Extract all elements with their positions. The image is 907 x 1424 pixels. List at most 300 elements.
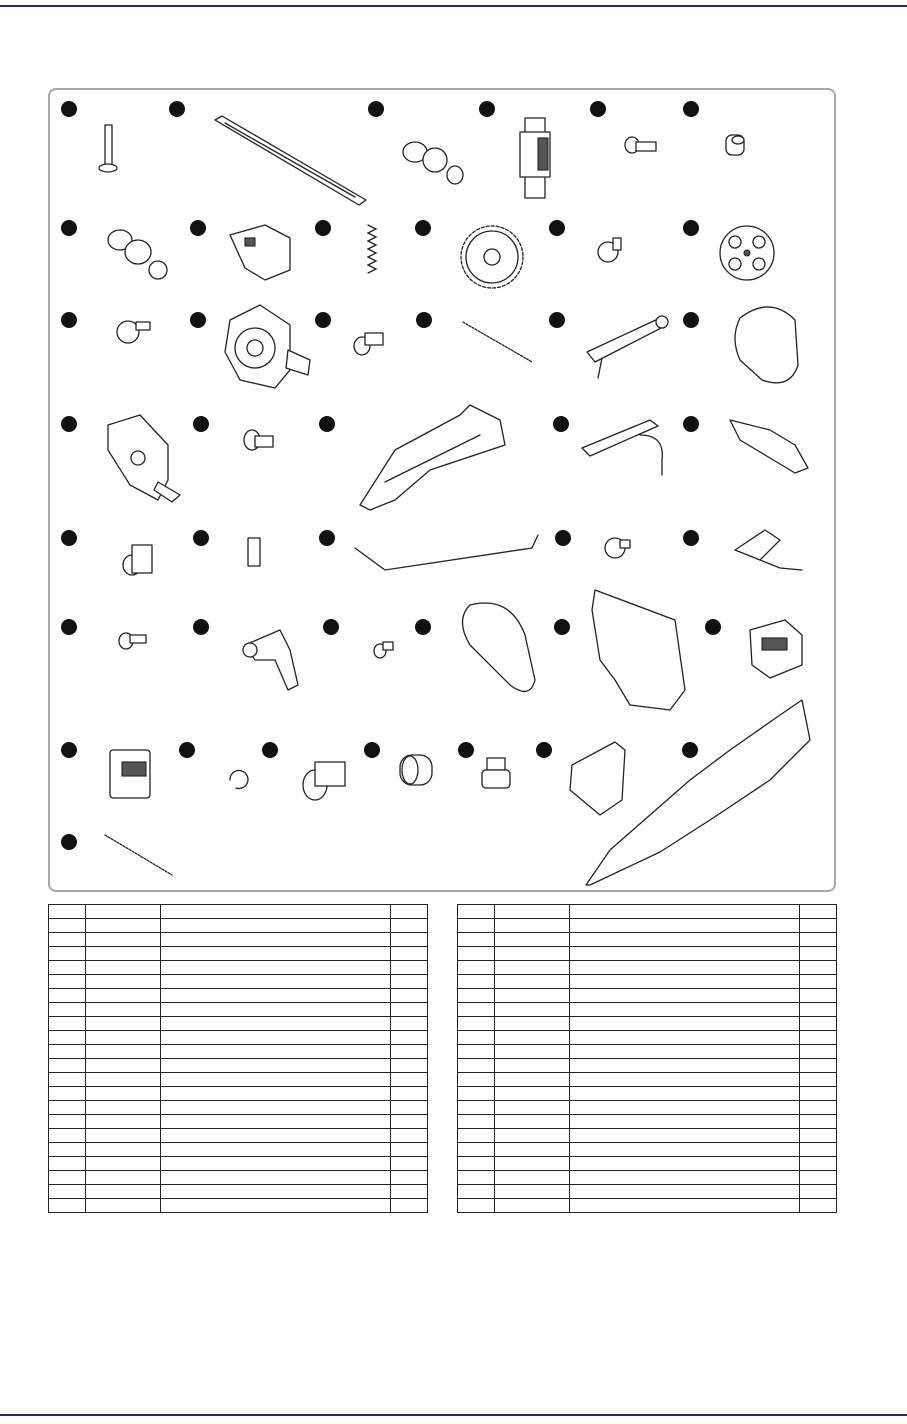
table-cell [49, 1143, 86, 1157]
table-row [458, 1185, 837, 1199]
table-cell [494, 1059, 569, 1073]
table-cell [391, 905, 428, 919]
table-cell [160, 1017, 390, 1031]
callout-marker [193, 416, 209, 432]
table-row [49, 1143, 428, 1157]
table-cell [391, 1031, 428, 1045]
table-row [49, 1185, 428, 1199]
table-cell [49, 1171, 86, 1185]
callout-marker [536, 742, 552, 758]
callout-marker [61, 742, 77, 758]
callout-marker [61, 530, 77, 546]
table-cell [391, 947, 428, 961]
table-cell [49, 1003, 86, 1017]
table-cell [391, 1017, 428, 1031]
table-cell [494, 1017, 569, 1031]
table-cell [391, 961, 428, 975]
table-cell [391, 1087, 428, 1101]
sensor-icon [735, 530, 802, 570]
table-cell [494, 1129, 569, 1143]
table-cell [458, 1003, 495, 1017]
callout-marker [262, 742, 278, 758]
callout-marker [190, 220, 206, 236]
table-row [458, 1073, 837, 1087]
table-cell [391, 1171, 428, 1185]
exploded-parts-panel [48, 88, 836, 892]
callout-marker [683, 312, 699, 328]
callout-marker [415, 220, 431, 236]
table-cell [494, 1087, 569, 1101]
bottom-rule [0, 1414, 907, 1416]
table-cell [494, 1171, 569, 1185]
table-cell [160, 1031, 390, 1045]
table-cell [85, 947, 160, 961]
table-cell [458, 989, 495, 1003]
table-cell [458, 961, 495, 975]
lever-icon [243, 630, 298, 690]
pulley-icon [720, 226, 774, 280]
table-cell [569, 1157, 799, 1171]
table-cell [569, 905, 799, 919]
table-cell [800, 989, 837, 1003]
callout-marker [590, 101, 606, 117]
table-cell [160, 989, 390, 1003]
table-row [458, 1003, 837, 1017]
spring-icon [368, 225, 376, 273]
table-cell [160, 1143, 390, 1157]
table-cell [800, 1087, 837, 1101]
table-cell [569, 1017, 799, 1031]
table-row [49, 1101, 428, 1115]
table-cell [160, 919, 390, 933]
table-row [458, 1199, 837, 1213]
table-cell [49, 975, 86, 989]
table-row [458, 919, 837, 933]
callout-marker [61, 312, 77, 328]
table-cell [569, 1073, 799, 1087]
clip-block-icon [230, 225, 290, 280]
table-cell [160, 1199, 390, 1213]
callout-marker [169, 101, 185, 117]
table-cell [569, 947, 799, 961]
table-cell [49, 1115, 86, 1129]
table-cell [391, 1115, 428, 1129]
table-cell [49, 1129, 86, 1143]
table-cell [569, 1143, 799, 1157]
connector-icon [750, 620, 802, 678]
knob-icon [482, 758, 510, 788]
gear-icon [461, 226, 523, 288]
table-cell [160, 1087, 390, 1101]
table-cell [458, 905, 495, 919]
callout-marker [554, 619, 570, 635]
stud-icon [598, 238, 621, 262]
table-cell [569, 1003, 799, 1017]
sleeve-icon [123, 545, 152, 575]
table-row [49, 1087, 428, 1101]
table-cell [49, 905, 86, 919]
callout-marker [479, 101, 495, 117]
callout-marker [682, 742, 698, 758]
table-cell [85, 989, 160, 1003]
table-cell [391, 1199, 428, 1213]
table-row [458, 1031, 837, 1045]
callout-marker [549, 220, 565, 236]
table-cell [160, 905, 390, 919]
table-row [49, 1031, 428, 1045]
table-row [49, 1073, 428, 1087]
table-cell [160, 1003, 390, 1017]
screw-icon [119, 633, 146, 649]
bushing-icon [726, 135, 744, 155]
table-cell [85, 1059, 160, 1073]
table-cell [569, 1045, 799, 1059]
callout-marker [555, 530, 571, 546]
table-cell [49, 1185, 86, 1199]
table-row [49, 975, 428, 989]
table-cell [494, 947, 569, 961]
table-cell [800, 933, 837, 947]
table-cell [458, 1199, 495, 1213]
connector-icon [110, 750, 150, 798]
table-cell [49, 1073, 86, 1087]
stepped-shaft-icon [108, 230, 167, 279]
callout-marker [319, 416, 335, 432]
callout-marker [193, 619, 209, 635]
table-cell [160, 1101, 390, 1115]
table-cell [458, 1087, 495, 1101]
table-cell [85, 1017, 160, 1031]
table-cell [458, 1171, 495, 1185]
table-cell [49, 1059, 86, 1073]
table-cell [85, 1101, 160, 1115]
table-cell [160, 1185, 390, 1199]
callout-marker [683, 220, 699, 236]
table-cell [49, 1045, 86, 1059]
table-cell [800, 919, 837, 933]
table-row [49, 1199, 428, 1213]
table-cell [494, 905, 569, 919]
callout-marker [315, 312, 331, 328]
table-cell [458, 1157, 495, 1171]
table-cell [569, 1059, 799, 1073]
table-cell [494, 1143, 569, 1157]
table-row [49, 1017, 428, 1031]
table-cell [458, 1101, 495, 1115]
table-cell [800, 1017, 837, 1031]
table-cell [49, 933, 86, 947]
table-cell [391, 1157, 428, 1171]
plate-icon [592, 590, 685, 710]
table-cell [494, 961, 569, 975]
callout-marker [61, 220, 77, 236]
table-row [458, 1171, 837, 1185]
table-cell [160, 1171, 390, 1185]
table-cell [391, 1073, 428, 1087]
table-cell [49, 961, 86, 975]
callout-marker [179, 742, 195, 758]
table-cell [391, 919, 428, 933]
table-cell [85, 1143, 160, 1157]
table-row [458, 975, 837, 989]
table-row [49, 919, 428, 933]
table-cell [569, 1101, 799, 1115]
callout-marker [190, 312, 206, 328]
table-cell [494, 1031, 569, 1045]
table-cell [458, 1143, 495, 1157]
callout-marker [364, 742, 380, 758]
arm-icon [587, 316, 668, 378]
table-cell [458, 1185, 495, 1199]
table-cell [800, 905, 837, 919]
table-row [458, 947, 837, 961]
screw-icon [374, 642, 393, 658]
table-row [458, 1045, 837, 1059]
table-cell [800, 1129, 837, 1143]
table-cell [800, 1003, 837, 1017]
top-rule [0, 5, 907, 7]
table-cell [49, 1157, 86, 1171]
table-row [458, 933, 837, 947]
roller-icon [400, 755, 432, 785]
parts-table-right [457, 904, 837, 1213]
table-cell [569, 919, 799, 933]
table-row [49, 1003, 428, 1017]
table-row [49, 961, 428, 975]
callout-marker [315, 220, 331, 236]
table-cell [391, 1101, 428, 1115]
table-cell [458, 975, 495, 989]
table-row [458, 961, 837, 975]
table-cell [458, 947, 495, 961]
bracket-icon [520, 118, 550, 198]
table-cell [569, 1087, 799, 1101]
table-row [458, 1129, 837, 1143]
table-cell [49, 1101, 86, 1115]
table-cell [494, 1115, 569, 1129]
table-cell [160, 961, 390, 975]
table-row [458, 1017, 837, 1031]
table-cell [85, 1171, 160, 1185]
parts-table-left [48, 904, 428, 1213]
pin-icon [248, 538, 260, 566]
table-cell [800, 1073, 837, 1087]
table-row [49, 1157, 428, 1171]
table-cell [458, 1045, 495, 1059]
table-cell [800, 961, 837, 975]
table-cell [800, 1143, 837, 1157]
table-cell [569, 1185, 799, 1199]
table-cell [85, 1129, 160, 1143]
callout-marker [458, 742, 474, 758]
screw-icon [99, 125, 117, 172]
stepped-shaft-icon [403, 142, 463, 184]
callout-marker [683, 530, 699, 546]
table-cell [49, 1087, 86, 1101]
table-cell [800, 1171, 837, 1185]
table-cell [160, 1129, 390, 1143]
table-cell [800, 947, 837, 961]
table-cell [160, 975, 390, 989]
table-row [458, 989, 837, 1003]
table-row [49, 933, 428, 947]
motor-icon [108, 415, 180, 502]
callout-marker [323, 619, 339, 635]
table-cell [458, 1115, 495, 1129]
table-cell [800, 1101, 837, 1115]
callout-marker [193, 530, 209, 546]
table-cell [391, 1143, 428, 1157]
table-cell [458, 1031, 495, 1045]
table-cell [458, 1129, 495, 1143]
parts-illustration [50, 90, 834, 890]
table-cell [494, 1073, 569, 1087]
table-cell [49, 1199, 86, 1213]
table-cell [85, 961, 160, 975]
table-cell [800, 1185, 837, 1199]
table-cell [569, 1115, 799, 1129]
table-cell [85, 1157, 160, 1171]
table-cell [85, 1031, 160, 1045]
table-cell [49, 1031, 86, 1045]
spring-icon [463, 322, 532, 362]
frame-icon [360, 405, 505, 510]
table-cell [569, 1199, 799, 1213]
table-cell [49, 1017, 86, 1031]
table-cell [569, 1031, 799, 1045]
table-cell [800, 1199, 837, 1213]
motor-icon [225, 305, 310, 388]
callout-marker [61, 834, 77, 850]
table-cell [160, 1045, 390, 1059]
table-cell [494, 1101, 569, 1115]
table-cell [160, 1059, 390, 1073]
callout-marker [368, 101, 384, 117]
callout-marker [416, 312, 432, 328]
table-cell [494, 1185, 569, 1199]
rod-icon [355, 535, 538, 570]
table-cell [494, 1199, 569, 1213]
callout-marker [415, 619, 431, 635]
table-cell [569, 933, 799, 947]
table-cell [494, 989, 569, 1003]
table-cell [85, 1073, 160, 1087]
table-cell [458, 919, 495, 933]
table-row [458, 1101, 837, 1115]
screw-icon [354, 333, 383, 355]
callout-marker [705, 619, 721, 635]
table-cell [85, 1003, 160, 1017]
table-row [49, 1115, 428, 1129]
table-cell [160, 1157, 390, 1171]
table-cell [391, 975, 428, 989]
screw-icon [244, 430, 273, 450]
callout-marker [61, 101, 77, 117]
table-cell [800, 975, 837, 989]
table-row [458, 1157, 837, 1171]
table-row [458, 1059, 837, 1073]
lever-icon [730, 420, 808, 473]
table-row [49, 905, 428, 919]
table-cell [494, 1003, 569, 1017]
table-cell [494, 919, 569, 933]
table-cell [569, 989, 799, 1003]
table-cell [160, 947, 390, 961]
table-row [49, 1059, 428, 1073]
table-cell [569, 975, 799, 989]
table-cell [569, 1171, 799, 1185]
table-cell [391, 989, 428, 1003]
stud-icon [117, 321, 150, 343]
callout-marker [683, 416, 699, 432]
table-row [49, 1045, 428, 1059]
table-cell [494, 1045, 569, 1059]
table-row [458, 1143, 837, 1157]
plate-icon [570, 742, 625, 815]
table-cell [800, 1031, 837, 1045]
table-cell [494, 1157, 569, 1171]
table-row [49, 947, 428, 961]
callout-marker [683, 101, 699, 117]
table-row [49, 1129, 428, 1143]
table-row [458, 905, 837, 919]
table-cell [160, 933, 390, 947]
cover-icon [735, 307, 798, 383]
table-cell [800, 1157, 837, 1171]
table-cell [160, 1073, 390, 1087]
table-row [49, 989, 428, 1003]
table-cell [494, 975, 569, 989]
table-cell [458, 1073, 495, 1087]
table-cell [494, 933, 569, 947]
table-cell [800, 1115, 837, 1129]
table-cell [800, 1059, 837, 1073]
table-cell [85, 1185, 160, 1199]
table-cell [391, 1045, 428, 1059]
rail-icon [215, 116, 366, 205]
table-cell [85, 975, 160, 989]
callout-marker [553, 416, 569, 432]
table-cell [391, 1129, 428, 1143]
table-row [49, 1171, 428, 1185]
table-cell [49, 989, 86, 1003]
table-row [458, 1115, 837, 1129]
callout-marker [61, 416, 77, 432]
table-cell [85, 933, 160, 947]
table-cell [569, 961, 799, 975]
screw-icon [625, 137, 656, 153]
table-cell [85, 1199, 160, 1213]
table-cell [85, 919, 160, 933]
callout-marker [319, 530, 335, 546]
table-cell [85, 905, 160, 919]
table-cell [458, 1059, 495, 1073]
table-cell [85, 1045, 160, 1059]
table-row [458, 1087, 837, 1101]
table-cell [800, 1045, 837, 1059]
table-cell [85, 1115, 160, 1129]
table-cell [49, 919, 86, 933]
flex-strip-icon [582, 420, 662, 475]
table-cell [85, 1087, 160, 1101]
table-cell [569, 1129, 799, 1143]
table-cell [49, 947, 86, 961]
callout-marker [61, 619, 77, 635]
spring-icon [105, 835, 172, 875]
table-cell [458, 1017, 495, 1031]
table-cell [458, 933, 495, 947]
table-cell [391, 1059, 428, 1073]
